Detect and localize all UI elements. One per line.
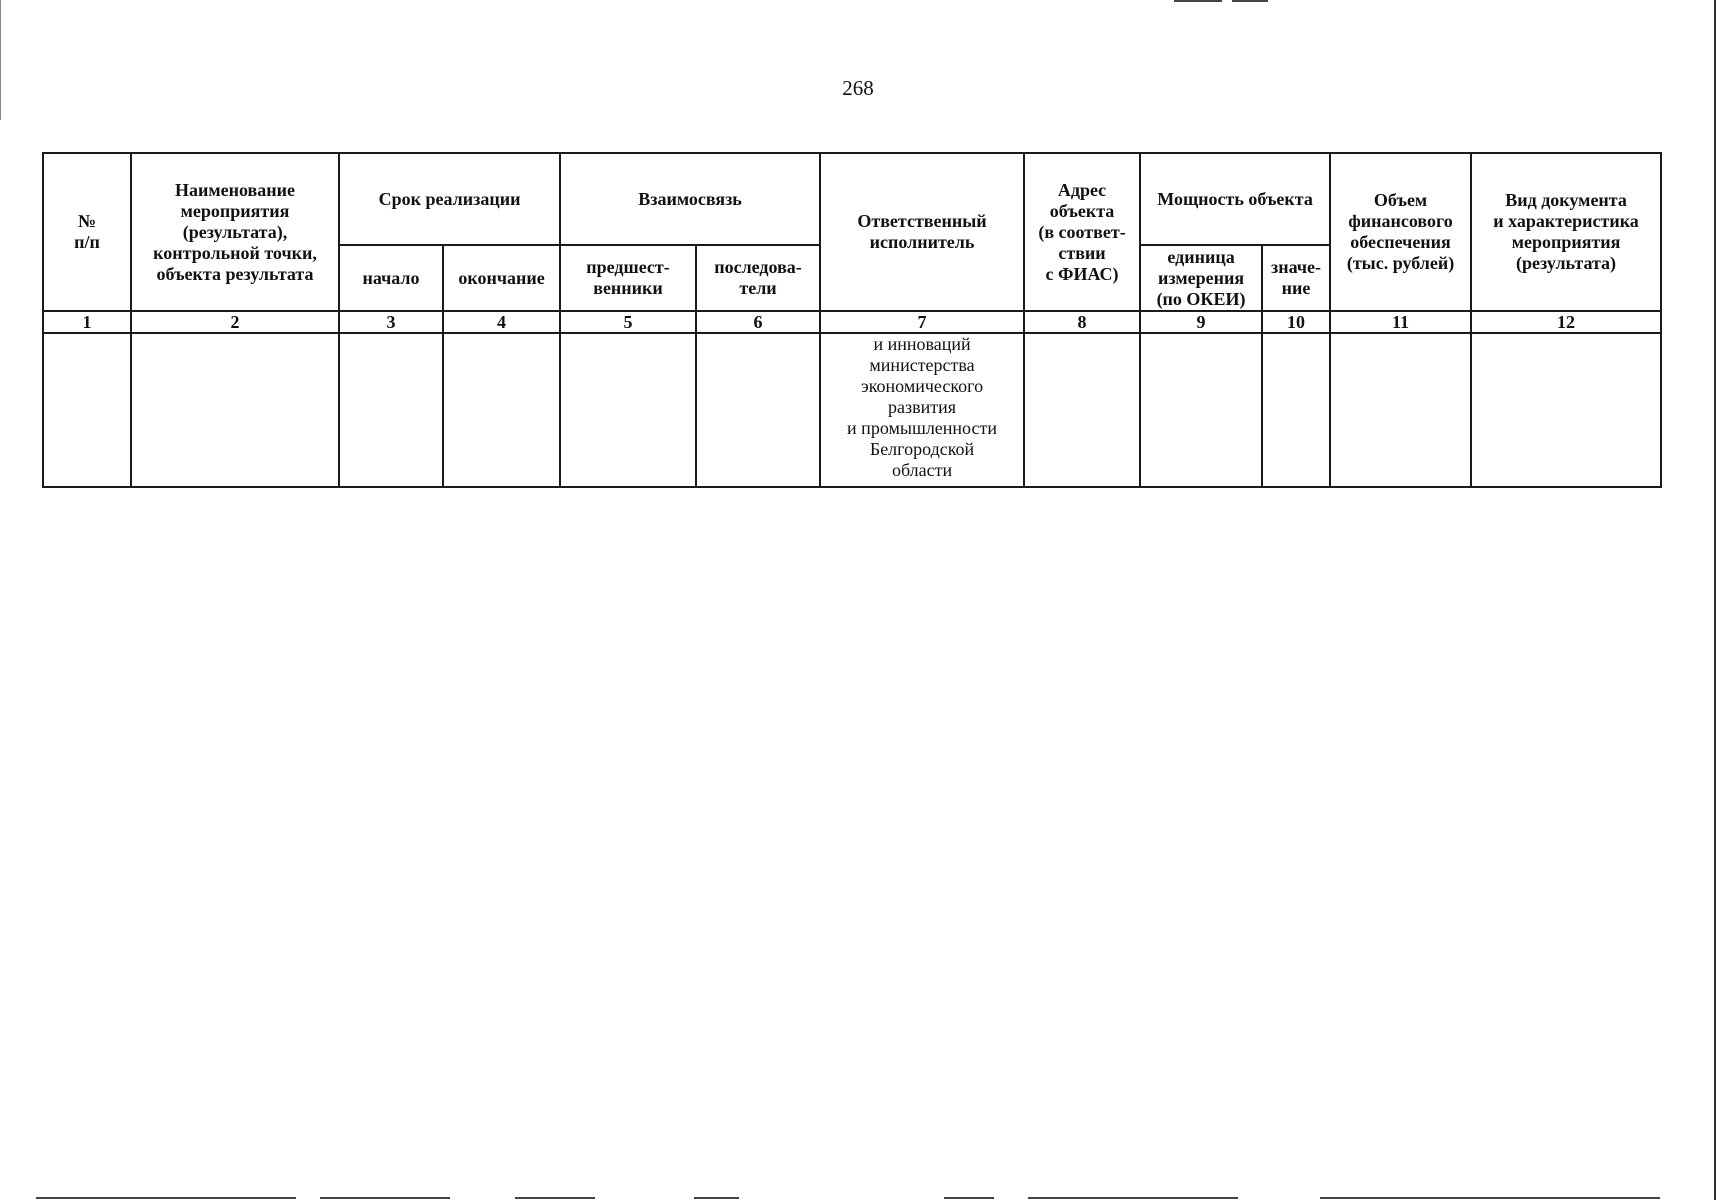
responsible-text: и инноваций министерства экономического развития и промышленности Белгородской области [847, 334, 997, 480]
column-number-row [43, 311, 1661, 333]
table-cell [43, 333, 131, 487]
scan-bottom-rule [694, 1197, 739, 1199]
header-capacity-value [1262, 245, 1330, 311]
table-cell [1140, 333, 1262, 487]
scan-bottom-rule [515, 1197, 595, 1199]
table-cell [560, 333, 696, 487]
column-number: 7 [820, 311, 1024, 333]
table-cell [1330, 333, 1471, 487]
scan-top-rule [1174, 0, 1222, 2]
header-address-text: Адрес объекта (в соответ- ствии с ФИАС) [1038, 179, 1126, 284]
column-number: 6 [696, 311, 820, 333]
header-term-text: Срок реализации [378, 188, 521, 209]
scan-bottom-rule [320, 1197, 450, 1199]
scan-bottom-rule [1028, 1197, 1238, 1199]
table-cell [339, 333, 443, 487]
header-name-text: Наименование мероприятия (результата), контрольной точки, объекта результата [153, 179, 317, 284]
header-doc [1471, 153, 1661, 311]
scan-edge-left [0, 0, 1, 120]
header-term-start-text: начало [362, 267, 420, 288]
header-link-succ-text: последова- тели [714, 257, 802, 298]
page-number: 268 [842, 76, 874, 100]
header-term-end-text: окончание [458, 267, 545, 288]
header-responsible [820, 153, 1024, 311]
header-link-text: Взаимосвязь [638, 188, 742, 209]
header-doc-text: Вид документа и характеристика мероприятия (результата) [1493, 190, 1639, 273]
scan-top-rule [1232, 0, 1268, 2]
table-cell [696, 333, 820, 487]
table-row [43, 333, 1661, 487]
column-number: 1 [43, 311, 131, 333]
table-container [42, 152, 1660, 488]
scan-bottom-rule [944, 1197, 994, 1199]
header-link-pred [560, 245, 696, 311]
header-address [1024, 153, 1140, 311]
header-num-text: № п/п [74, 211, 100, 252]
header-term-start [339, 245, 443, 311]
header-link-succ [696, 245, 820, 311]
header-capacity-value-text: значе- ние [1271, 257, 1322, 298]
column-number: 2 [131, 311, 339, 333]
table-cell [1471, 333, 1661, 487]
table-cell [443, 333, 560, 487]
column-number: 11 [1330, 311, 1471, 333]
activities-table [42, 152, 1662, 488]
header-term-end [443, 245, 560, 311]
column-number: 10 [1262, 311, 1330, 333]
header-capacity-unit [1140, 245, 1262, 311]
column-number: 9 [1140, 311, 1262, 333]
table-cell [1262, 333, 1330, 487]
header-link-pred-text: предшест- венники [586, 257, 670, 298]
scan-bottom-rule [1320, 1197, 1660, 1199]
header-num [43, 153, 131, 311]
table-cell-responsible [820, 333, 1024, 487]
table-cell [131, 333, 339, 487]
header-capacity-text: Мощность объекта [1157, 188, 1313, 209]
column-number: 5 [560, 311, 696, 333]
header-responsible-text: Ответственный исполнитель [857, 211, 987, 252]
header-link [560, 153, 820, 245]
header-name [131, 153, 339, 311]
scan-bottom-rule [36, 1197, 296, 1199]
column-number: 4 [443, 311, 560, 333]
column-number: 12 [1471, 311, 1661, 333]
header-finance-text: Объем финансового обеспечения (тыс. рублей) [1346, 190, 1455, 273]
header-term [339, 153, 560, 245]
header-finance [1330, 153, 1471, 311]
table-cell [1024, 333, 1140, 487]
header-capacity-unit-text: единица измерения (по ОКЕИ) [1156, 246, 1246, 309]
header-capacity [1140, 153, 1330, 245]
column-number: 8 [1024, 311, 1140, 333]
column-number: 3 [339, 311, 443, 333]
